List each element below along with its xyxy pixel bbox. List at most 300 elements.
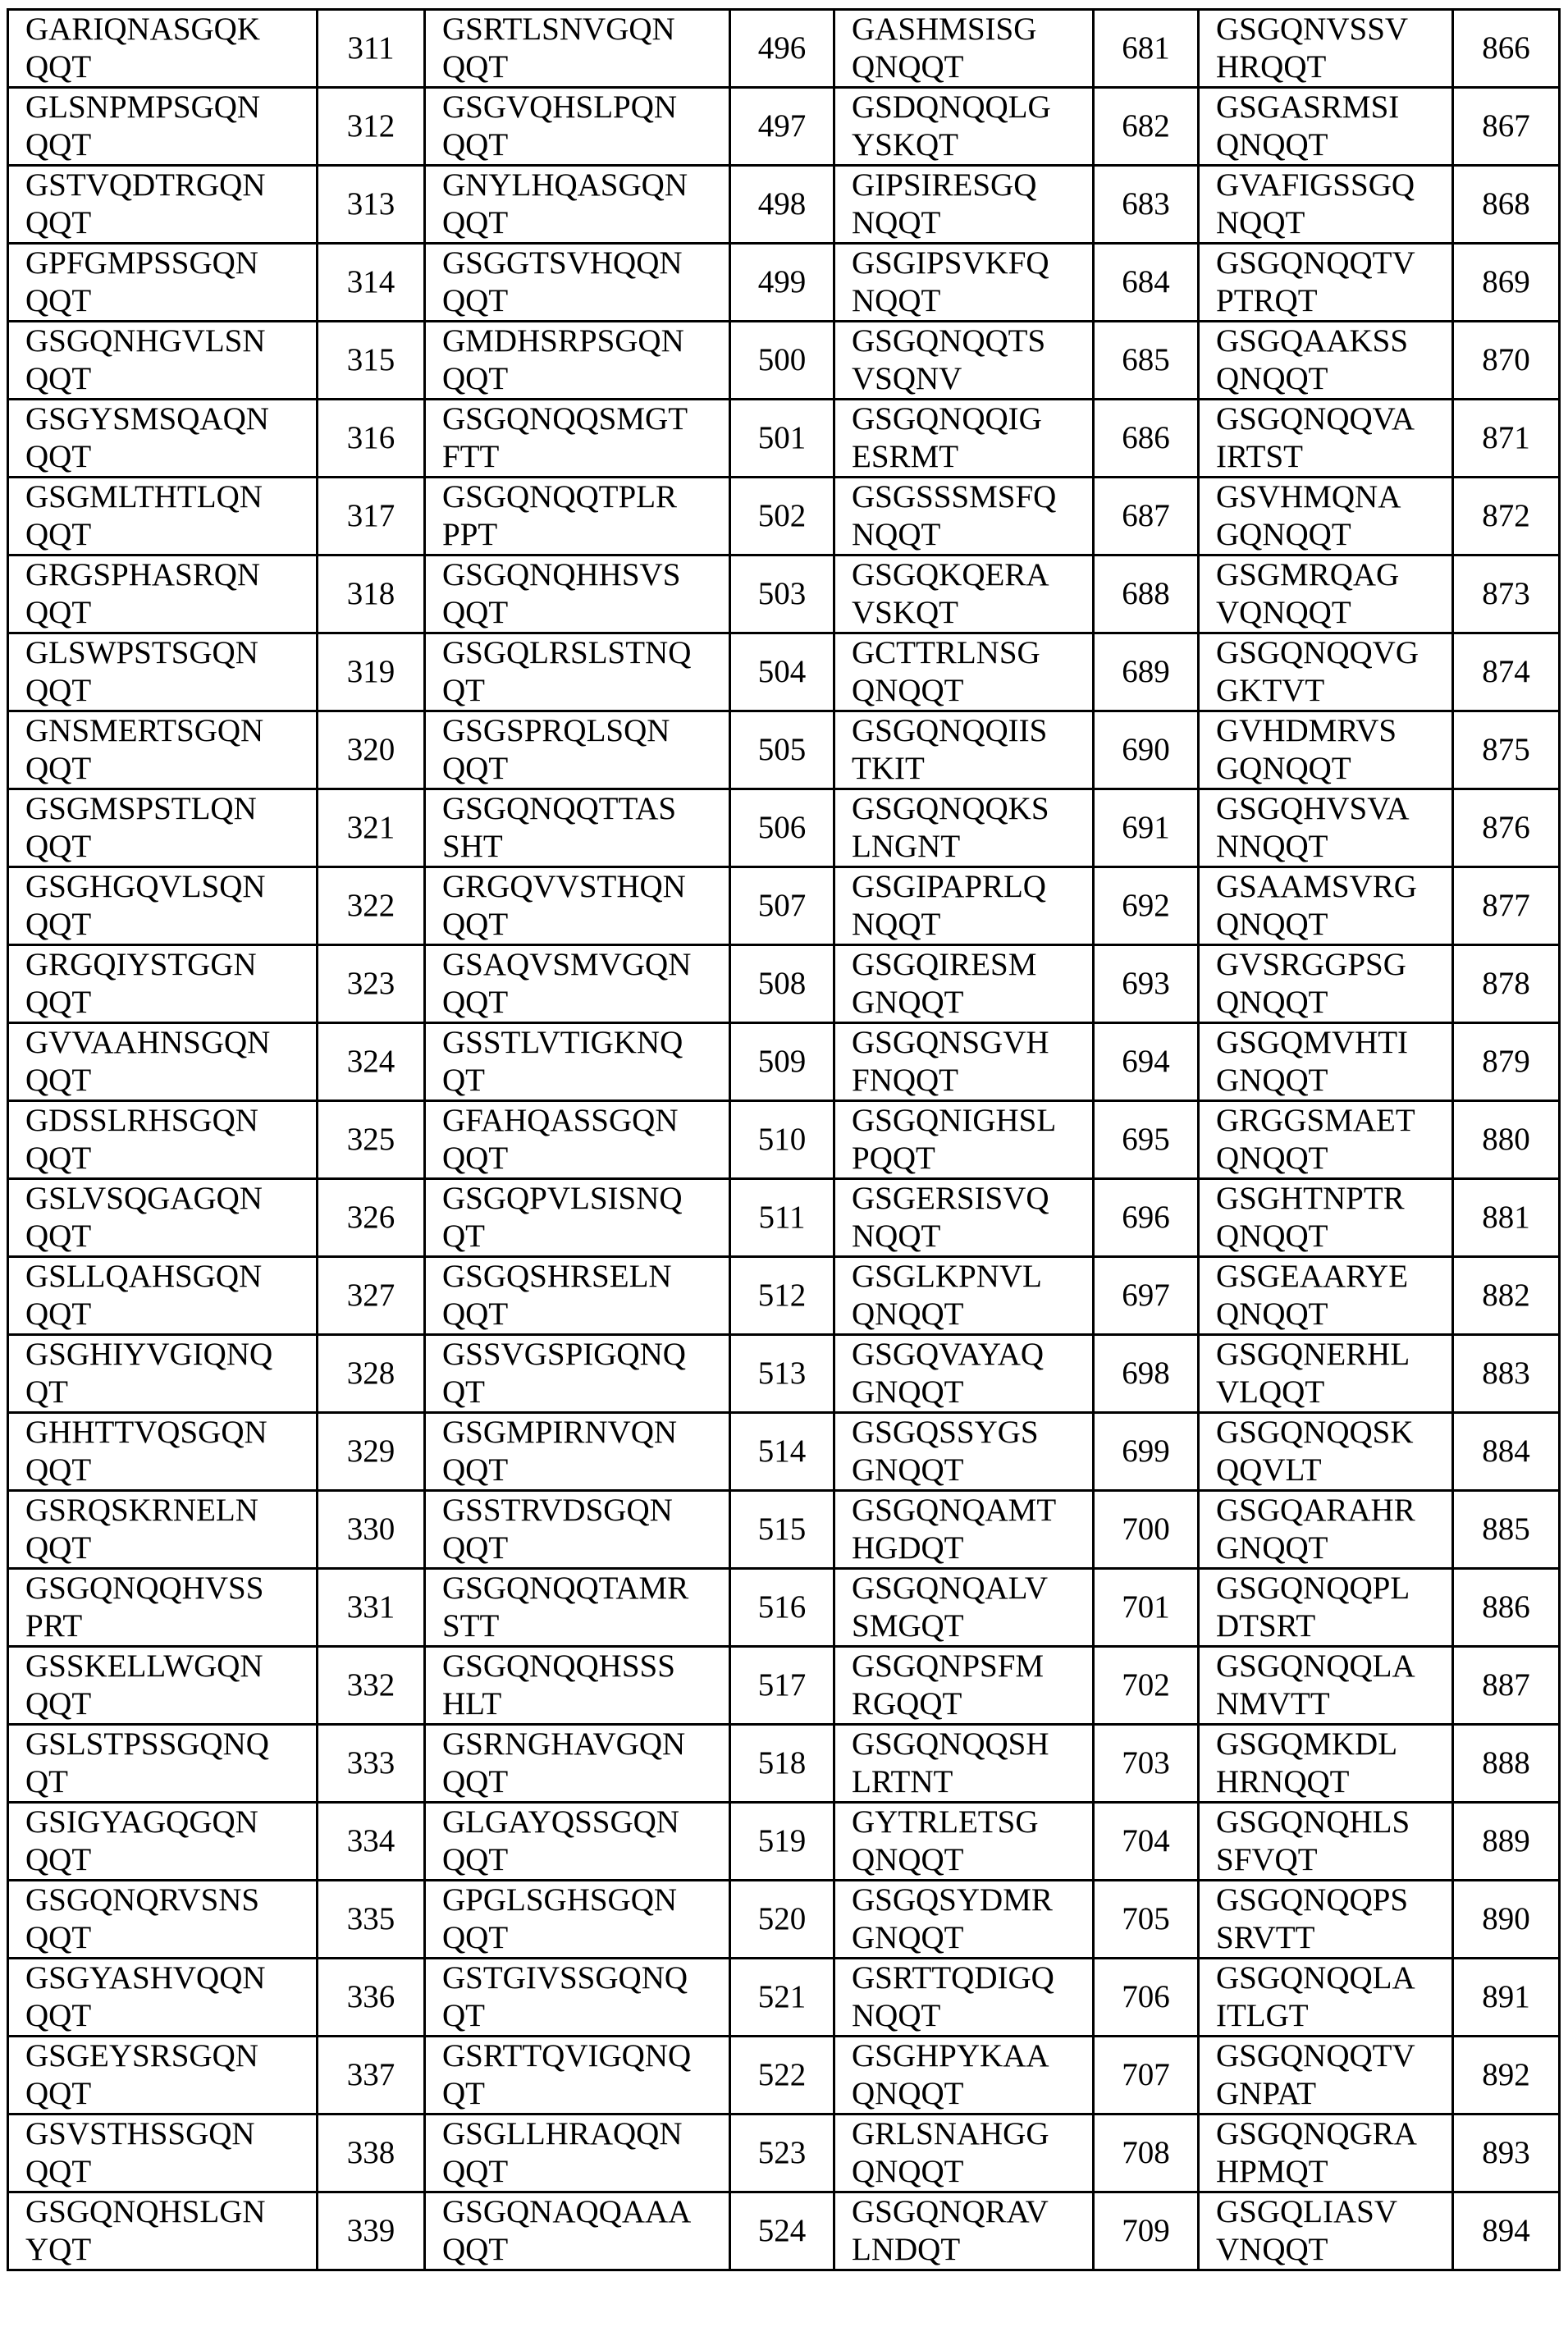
sequence-line-1: GSGSSSMSFQ [852,478,1092,516]
sequence-cell [425,166,730,244]
sequence-line-2: NQQT [1216,204,1451,242]
sequence-cell [425,322,730,400]
sequence-line-1: GSGQNQQVG [1216,634,1451,672]
sequence-line-2: YQT [25,2231,316,2269]
seq-id-cell: 692 [1094,867,1199,945]
sequence-line-2: GKTVT [1216,672,1451,710]
table-row [8,1491,1560,1569]
table-row [8,478,1560,555]
sequence-cell [834,10,1094,88]
sequence-line-1: GSSTRVDSGQN [442,1492,729,1529]
sequence-cell [1199,400,1453,478]
sequence-line-2: QQT [442,1919,729,1957]
sequence-cell [1199,2037,1453,2115]
seq-id-cell: 706 [1094,1959,1199,2037]
sequence-line-2: NQQT [852,204,1092,242]
sequence-cell [8,789,318,867]
seq-id-cell: 691 [1094,789,1199,867]
seq-id-cell: 707 [1094,2037,1199,2115]
sequence-line-2: GNQQT [1216,1062,1451,1100]
table-row [8,1257,1560,1335]
sequence-cell [425,244,730,322]
seq-id-cell: 885 [1453,1491,1560,1569]
seq-id-cell: 327 [318,1257,425,1335]
table-row [8,555,1560,633]
sequence-cell [8,322,318,400]
sequence-line-1: GSGHTNPTR [1216,1180,1451,1218]
sequence-cell [1199,1179,1453,1257]
seq-id-cell: 867 [1453,88,1560,166]
sequence-cell [834,244,1094,322]
sequence-line-2: ITLGT [1216,1997,1451,2035]
sequence-line-1: GPGLSGHSGQN [442,1881,729,1919]
sequence-line-1: GSGHGQVLSQN [25,868,316,906]
seq-id-cell: 511 [730,1179,834,1257]
sequence-cell [834,1647,1094,1725]
sequence-line-1: GDSSLRHSGQN [25,1102,316,1140]
sequence-cell [8,2192,318,2270]
sequence-line-1: GSGQMKDL [1216,1726,1451,1763]
sequence-line-2: QQT [25,906,316,944]
sequence-line-1: GSGQLIASV [1216,2193,1451,2231]
sequence-line-2: GNQQT [1216,1529,1451,1567]
sequence-line-2: GNQQT [852,1452,1092,1489]
sequence-line-2: VSKQT [852,594,1092,632]
sequence-cell [834,1959,1094,2037]
sequence-line-1: GSGQPVLSISNQ [442,1180,729,1218]
sequence-cell [425,1101,730,1179]
sequence-cell [8,1881,318,1959]
seq-id-cell: 685 [1094,322,1199,400]
sequence-line-2: QQT [442,906,729,944]
sequence-line-2: QQVLT [1216,1452,1451,1489]
table-row [8,1881,1560,1959]
sequence-line-2: QQT [25,672,316,710]
sequence-cell [8,1647,318,1725]
sequence-line-1: GSGASRMSI [1216,89,1451,126]
sequence-cell [8,1491,318,1569]
sequence-line-2: QQT [442,2153,729,2191]
sequence-cell [1199,633,1453,711]
sequence-line-2: QQT [25,282,316,320]
sequence-line-2: QNQQT [1216,360,1451,398]
seq-id-cell: 686 [1094,400,1199,478]
seq-id-cell: 889 [1453,1803,1560,1881]
sequence-line-2: PQQT [852,1140,1092,1177]
sequence-line-2: QQT [25,984,316,1022]
sequence-cell [8,1335,318,1413]
sequence-line-2: QQT [442,750,729,788]
sequence-cell [1199,1023,1453,1101]
seq-id-cell: 703 [1094,1725,1199,1803]
seq-id-cell: 500 [730,322,834,400]
seq-id-cell: 497 [730,88,834,166]
sequence-line-2: LRTNT [852,1763,1092,1801]
sequence-line-2: QNQQT [852,48,1092,86]
sequence-line-1: GSVSTHSSGQN [25,2115,316,2153]
sequence-line-2: GNQQT [852,1919,1092,1957]
sequence-line-2: NQQT [852,516,1092,554]
seq-id-cell: 332 [318,1647,425,1725]
sequence-line-1: GSGERSISVQ [852,1180,1092,1218]
seq-id-cell: 696 [1094,1179,1199,1257]
seq-id-cell: 891 [1453,1959,1560,2037]
sequence-line-2: SRVTT [1216,1919,1451,1957]
sequence-line-1: GSGEYSRSGQN [25,2037,316,2075]
seq-id-cell: 884 [1453,1413,1560,1491]
sequence-cell [834,400,1094,478]
sequence-line-1: GSVHMQNA [1216,478,1451,516]
seq-id-cell: 684 [1094,244,1199,322]
seq-id-cell: 704 [1094,1803,1199,1881]
seq-id-cell: 509 [730,1023,834,1101]
sequence-line-2: RGQQT [852,1685,1092,1723]
sequence-line-2: NMVTT [1216,1685,1451,1723]
sequence-line-1: GLSWPSTSGQN [25,634,316,672]
sequence-cell [834,1257,1094,1335]
seq-id-cell: 311 [318,10,425,88]
sequence-cell [1199,166,1453,244]
sequence-cell [834,789,1094,867]
sequence-line-2: GQNQQT [1216,750,1451,788]
sequence-line-1: GNYLHQASGQN [442,167,729,204]
sequence-line-1: GSGQNQQLA [1216,1959,1451,1997]
sequence-line-1: GSGQNQQTTAS [442,790,729,828]
sequence-line-1: GVSRGGPSG [1216,946,1451,984]
sequence-line-2: SFVQT [1216,1841,1451,1879]
seq-id-cell: 690 [1094,711,1199,789]
seq-id-cell: 335 [318,1881,425,1959]
seq-id-cell: 507 [730,867,834,945]
sequence-line-2: QQT [25,828,316,866]
seq-id-cell: 701 [1094,1569,1199,1647]
seq-id-cell: 874 [1453,633,1560,711]
seq-id-cell: 892 [1453,2037,1560,2115]
sequence-line-1: GSGQNHGVLSN [25,322,316,360]
table-row [8,789,1560,867]
sequence-line-1: GFAHQASSGQN [442,1102,729,1140]
seq-id-cell: 700 [1094,1491,1199,1569]
sequence-cell [8,2037,318,2115]
seq-id-cell: 689 [1094,633,1199,711]
sequence-line-1: GSGMSPSTLQN [25,790,316,828]
table-row [8,2192,1560,2270]
sequence-line-1: GSGQNQQPS [1216,1881,1451,1919]
sequence-line-1: GMDHSRPSGQN [442,322,729,360]
table-row [8,88,1560,166]
sequence-cell [8,166,318,244]
sequence-line-1: GSGVQHSLPQN [442,89,729,126]
sequence-line-1: GSRTTQVIGQNQ [442,2037,729,2075]
sequence-line-2: QQT [25,1685,316,1723]
sequence-cell [8,1179,318,1257]
sequence-line-1: GSGQNQGRA [1216,2115,1451,2153]
sequence-line-2: QT [442,672,729,710]
sequence-line-2: GNQQT [852,984,1092,1022]
sequence-line-2: QQT [25,360,316,398]
seq-id-cell: 880 [1453,1101,1560,1179]
sequence-line-2: NQQT [852,906,1092,944]
sequence-line-1: GSGQNQQTV [1216,245,1451,282]
sequence-line-2: NQQT [852,1997,1092,2035]
sequence-line-1: GSGQNVSSV [1216,11,1451,48]
sequence-line-2: QQT [25,1919,316,1957]
sequence-line-1: GSAAMSVRG [1216,868,1451,906]
seq-id-cell: 866 [1453,10,1560,88]
sequence-cell [425,1725,730,1803]
sequence-line-2: QQT [442,2231,729,2269]
seq-id-cell: 705 [1094,1881,1199,1959]
table-row [8,10,1560,88]
sequence-line-2: NQQT [852,1218,1092,1255]
sequence-line-1: GNSMERTSGQN [25,712,316,750]
sequence-line-2: QQT [442,1841,729,1879]
seq-id-cell: 337 [318,2037,425,2115]
sequence-line-1: GSGQNQHHSVS [442,556,729,594]
sequence-cell [425,10,730,88]
sequence-line-1: GSGQNPSFM [852,1648,1092,1685]
sequence-cell [1199,1647,1453,1725]
sequence-cell [425,1491,730,1569]
seq-id-cell: 329 [318,1413,425,1491]
sequence-cell [425,88,730,166]
sequence-line-2: NQQT [852,282,1092,320]
table-row [8,945,1560,1023]
sequence-line-2: QQT [442,1529,729,1567]
sequence-line-2: QQT [25,1997,316,2035]
sequence-line-1: GSRNGHAVGQN [442,1726,729,1763]
sequence-cell [8,1803,318,1881]
seq-id-cell: 709 [1094,2192,1199,2270]
sequence-line-2: QQT [442,1452,729,1489]
sequence-line-1: GSGQNQQSK [1216,1414,1451,1452]
sequence-line-1: GSGQHVSVA [1216,790,1451,828]
seq-id-cell: 339 [318,2192,425,2270]
sequence-line-2: HRNQQT [1216,1763,1451,1801]
sequence-cell [8,867,318,945]
sequence-cell [1199,1335,1453,1413]
sequence-line-2: TKIT [852,750,1092,788]
seq-id-cell: 869 [1453,244,1560,322]
sequence-line-1: GSGQNQQTPLR [442,478,729,516]
seq-id-cell: 682 [1094,88,1199,166]
sequence-line-1: GYTRLETSG [852,1804,1092,1841]
sequence-line-2: QT [442,1997,729,2035]
sequence-line-1: GRGQVVSTHQN [442,868,729,906]
seq-id-cell: 519 [730,1803,834,1881]
sequence-line-2: QNQQT [852,2075,1092,2113]
sequence-line-1: GRLSNAHGG [852,2115,1092,2153]
seq-id-cell: 522 [730,2037,834,2115]
sequence-line-1: GLGAYQSSGQN [442,1804,729,1841]
sequence-cell [834,1335,1094,1413]
sequence-line-2: IRTST [1216,438,1451,476]
sequence-table-body [8,10,1560,2270]
sequence-line-1: GSRTLSNVGQN [442,11,729,48]
sequence-line-2: QQT [25,126,316,164]
sequence-cell [834,1725,1094,1803]
sequence-cell [8,88,318,166]
seq-id-cell: 513 [730,1335,834,1413]
sequence-cell [1199,1803,1453,1881]
sequence-cell [834,88,1094,166]
sequence-line-1: GVAFIGSSGQ [1216,167,1451,204]
sequence-cell [425,1569,730,1647]
sequence-line-2: QQT [25,2153,316,2191]
sequence-line-2: QQT [25,1841,316,1879]
seq-id-cell: 321 [318,789,425,867]
sequence-cell [8,1725,318,1803]
seq-id-cell: 517 [730,1647,834,1725]
sequence-line-1: GSLVSQGAGQN [25,1180,316,1218]
table-row [8,711,1560,789]
sequence-line-2: PRT [25,1607,316,1645]
seq-id-cell: 316 [318,400,425,478]
sequence-line-2: QNQQT [852,1841,1092,1879]
sequence-line-1: GSGQNQQHVSS [25,1570,316,1607]
sequence-line-1: GSSKELLWGQN [25,1648,316,1685]
table-row [8,2115,1560,2192]
seq-id-cell: 328 [318,1335,425,1413]
sequence-line-1: GSGQNQRVSNS [25,1881,316,1919]
sequence-line-1: GSGMLTHTLQN [25,478,316,516]
sequence-line-1: GSRQSKRNELN [25,1492,316,1529]
sequence-line-2: HPMQT [1216,2153,1451,2191]
table-row [8,322,1560,400]
seq-id-cell: 873 [1453,555,1560,633]
sequence-line-2: GNQQT [852,1374,1092,1411]
sequence-line-1: GSGQARAHR [1216,1492,1451,1529]
sequence-line-2: QQT [25,594,316,632]
seq-id-cell: 514 [730,1413,834,1491]
seq-id-cell: 502 [730,478,834,555]
sequence-line-1: GSSTLVTIGKNQ [442,1024,729,1062]
sequence-cell [8,1569,318,1647]
sequence-line-1: GRGGSMAET [1216,1102,1451,1140]
sequence-line-1: GSGYSMSQAQN [25,400,316,438]
seq-id-cell: 886 [1453,1569,1560,1647]
sequence-line-2: QQT [442,360,729,398]
sequence-line-1: GPFGMPSSGQN [25,245,316,282]
seq-id-cell: 894 [1453,2192,1560,2270]
sequence-cell [425,1179,730,1257]
sequence-cell [8,555,318,633]
sequence-cell [834,1803,1094,1881]
table-row [8,166,1560,244]
sequence-cell [8,1257,318,1335]
seq-id-cell: 503 [730,555,834,633]
sequence-line-2: PTRQT [1216,282,1451,320]
seq-id-cell: 881 [1453,1179,1560,1257]
sequence-line-1: GARIQNASGQK [25,11,316,48]
seq-id-cell: 313 [318,166,425,244]
seq-id-cell: 695 [1094,1101,1199,1179]
sequence-cell [1199,1101,1453,1179]
sequence-line-1: GSGQNQAMT [852,1492,1092,1529]
seq-id-cell: 520 [730,1881,834,1959]
sequence-line-1: GSGLLHRAQQN [442,2115,729,2153]
seq-id-cell: 504 [730,633,834,711]
seq-id-cell: 694 [1094,1023,1199,1101]
sequence-cell [425,478,730,555]
sequence-cell [834,945,1094,1023]
sequence-line-1: GSSVGSPIGQNQ [442,1336,729,1374]
sequence-cell [1199,478,1453,555]
sequence-cell [1199,2192,1453,2270]
seq-id-cell: 523 [730,2115,834,2192]
sequence-line-1: GRGQIYSTGGN [25,946,316,984]
seq-id-cell: 697 [1094,1257,1199,1335]
seq-id-cell: 518 [730,1725,834,1803]
seq-id-cell: 688 [1094,555,1199,633]
sequence-line-2: QNQQT [852,1296,1092,1333]
seq-id-cell: 872 [1453,478,1560,555]
sequence-line-1: GSLLQAHSGQN [25,1258,316,1296]
seq-id-cell: 322 [318,867,425,945]
sequence-line-2: QNQQT [1216,1218,1451,1255]
sequence-cell [834,1179,1094,1257]
seq-id-cell: 326 [318,1179,425,1257]
sequence-cell [425,1803,730,1881]
sequence-cell [8,711,318,789]
sequence-line-2: QNQQT [852,672,1092,710]
sequence-line-1: GSGQLRSLSTNQ [442,634,729,672]
sequence-line-2: STT [442,1607,729,1645]
table-row [8,1179,1560,1257]
sequence-cell [8,244,318,322]
sequence-cell [1199,244,1453,322]
sequence-line-1: GSGQSHRSELN [442,1258,729,1296]
sequence-line-1: GSGQNQQVA [1216,400,1451,438]
sequence-cell [1199,10,1453,88]
seq-id-cell: 883 [1453,1335,1560,1413]
table-row [8,1101,1560,1179]
seq-id-cell: 681 [1094,10,1199,88]
sequence-line-1: GVHDMRVS [1216,712,1451,750]
sequence-cell [425,1881,730,1959]
sequence-cell [1199,945,1453,1023]
sequence-line-2: YSKQT [852,126,1092,164]
sequence-line-2: SMGQT [852,1607,1092,1645]
sequence-line-2: GQNQQT [1216,516,1451,554]
sequence-line-1: GSGQNIGHSL [852,1102,1092,1140]
table-row [8,1413,1560,1491]
sequence-cell [8,400,318,478]
sequence-line-2: QQT [25,750,316,788]
seq-id-cell: 317 [318,478,425,555]
sequence-line-2: QQT [25,1529,316,1567]
sequence-line-1: GSGQNQALV [852,1570,1092,1607]
seq-id-cell: 524 [730,2192,834,2270]
sequence-cell [1199,1725,1453,1803]
sequence-cell [8,633,318,711]
sequence-cell [425,2037,730,2115]
seq-id-cell: 320 [318,711,425,789]
sequence-line-2: QQT [442,282,729,320]
sequence-cell [1199,2115,1453,2192]
sequence-line-2: FTT [442,438,729,476]
seq-id-cell: 331 [318,1569,425,1647]
sequence-line-1: GRGSPHASRQN [25,556,316,594]
seq-id-cell: 879 [1453,1023,1560,1101]
sequence-line-2: ESRMT [852,438,1092,476]
sequence-cell [425,555,730,633]
sequence-cell [425,1257,730,1335]
sequence-line-2: QQT [25,1062,316,1100]
sequence-line-2: QQT [442,204,729,242]
sequence-line-2: QQT [442,1296,729,1333]
sequence-cell [834,2037,1094,2115]
